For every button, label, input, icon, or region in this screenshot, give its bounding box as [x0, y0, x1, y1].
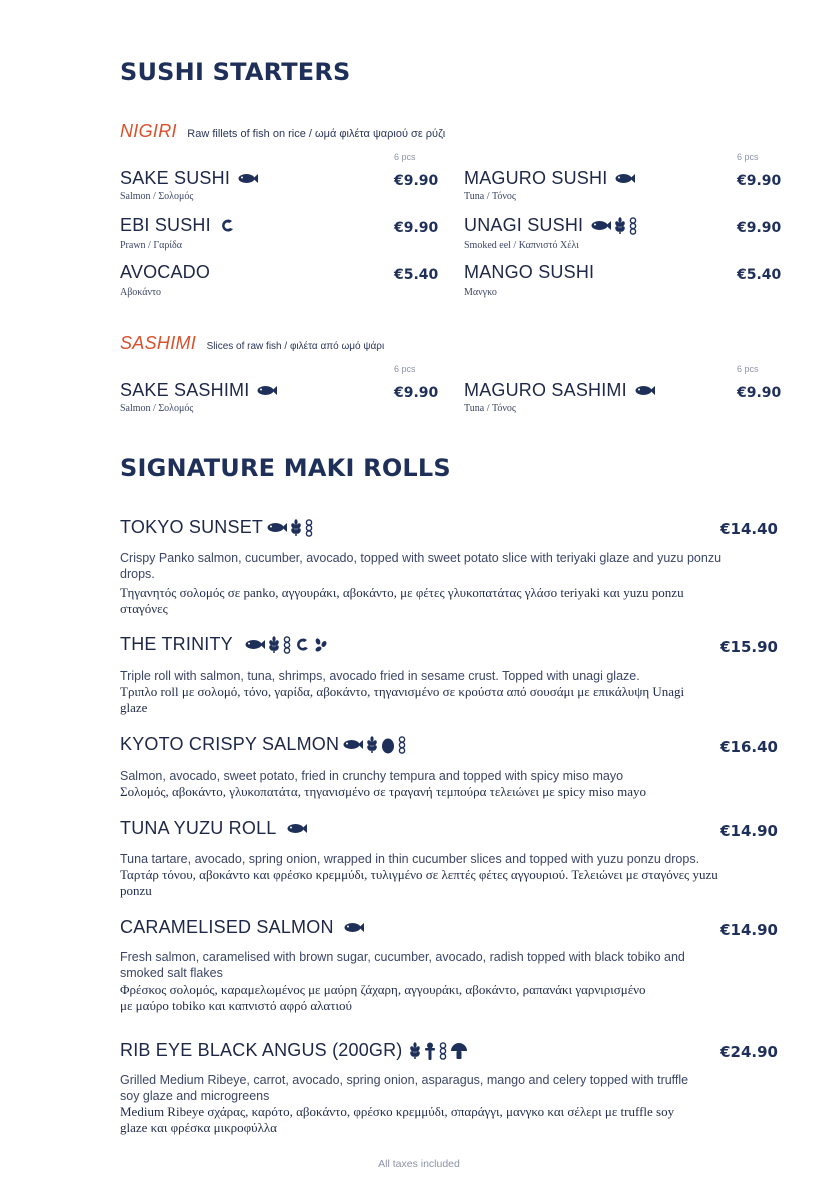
category-name: NIGIRI: [120, 121, 177, 141]
allergen-icons: [635, 385, 655, 396]
allergen-icons: [287, 823, 307, 834]
wheat-icon: [614, 217, 626, 234]
roll-description-en: Crispy Panko salmon, cucumber, avocado, topped with sweet potato slice with teriyaki glaze and yuzu ponzu drops.: [120, 551, 722, 581]
roll-description-gr: Ταρτάρ τόνου, αβοκάντο και φρέσκο κρεμμύδι, τυλιγμένο σε λεπτές φέτες αγγουριού. Τελειώνει με σταγόνες yuzu ponzu: [120, 867, 718, 898]
fish-icon: [238, 173, 258, 184]
roll-price: €15.90: [720, 638, 778, 656]
fish-icon: [344, 922, 364, 933]
menu-item-price: €5.40: [737, 267, 782, 283]
pieces-note: 6 pcs: [394, 364, 416, 374]
section-title-maki-rolls: SIGNATURE MAKI ROLLS: [120, 454, 451, 482]
fish-icon: [343, 739, 363, 750]
roll-name: TOKYO SUNSET: [120, 517, 313, 538]
roll-name: KYOTO CRISPY SALMON: [120, 734, 406, 755]
roll-name: RIB EYE BLACK ANGUS (200GR): [120, 1040, 468, 1061]
allergen-icons: [257, 385, 277, 396]
roll-description-gr: Τηγανητός σολομός σε panko, αγγουράκι, αβοκάντο, με φέτες γλυκοπατάτας γλάσο teriyaki και yuzu ponzu σταγόνες: [120, 585, 684, 616]
shrimp-icon: [294, 637, 310, 653]
menu-item-subtitle: Αβοκάντο: [120, 287, 162, 298]
soy-icon: [629, 217, 637, 235]
roll-name: CARAMELISED SALMON: [120, 917, 364, 938]
pieces-note: 6 pcs: [737, 364, 759, 374]
menu-item-subtitle: Tuna / Τόνος: [464, 403, 516, 414]
roll-name: TUNA YUZU ROLL: [120, 818, 307, 839]
roll-price: €16.40: [720, 738, 778, 756]
menu-item-name: MAGURO SASHIMI: [464, 380, 655, 401]
roll-price: €14.90: [720, 921, 778, 939]
menu-item-price: €9.90: [737, 220, 782, 236]
fish-icon: [245, 639, 265, 650]
roll-description-en: Tuna tartare, avocado, spring onion, wrapped in thin cucumber slices and topped with yuzu ponzu drops.: [120, 852, 700, 866]
menu-item-subtitle: Tuna / Τόνος: [464, 191, 516, 202]
roll-description-gr: Σολομός, αβοκάντο, γλυκοπατάτα, τηγανισμένο σε τραγανή τεμπούρα τελειώνει με spicy miso mayo: [120, 784, 647, 799]
pieces-note: 6 pcs: [737, 152, 759, 162]
roll-description-en: Grilled Medium Ribeye, carrot, avocado, spring onion, asparagus, mango and celery topped with truffle soy glaze and microgreens: [120, 1073, 689, 1103]
soy-icon: [439, 1042, 447, 1060]
menu-item-name: MAGURO SUSHI: [464, 168, 635, 189]
wheat-icon: [268, 636, 280, 653]
roll-description-en: Salmon, avocado, sweet potato, fried in crunchy tempura and topped with spicy miso mayo: [120, 769, 624, 783]
roll-price: €24.90: [720, 1043, 778, 1061]
allergen-icons: [409, 1042, 468, 1060]
allergen-icons: [245, 636, 329, 654]
roll-description-gr: Τριπλο roll με σολομό, τόνο, γαρίδα, αβοκάντο, τηγανισμένο σε κρούστα από σουσάμι με επικάλυψη Unagi glaze: [120, 684, 685, 715]
fish-icon: [635, 385, 655, 396]
roll-name: THE TRINITY: [120, 634, 329, 655]
fish-icon: [267, 522, 287, 533]
wheat-icon: [366, 736, 378, 753]
menu-item-price: €5.40: [394, 267, 439, 283]
category-sashimi: [120, 333, 384, 354]
menu-item-subtitle: Smoked eel / Καπνιστό Χέλι: [464, 240, 579, 251]
fish-icon: [591, 220, 611, 231]
allergen-icons: [219, 218, 235, 234]
menu-item-price: €9.90: [394, 173, 439, 189]
shrimp-icon: [219, 218, 235, 234]
menu-item-name: MANGO SUSHI: [464, 262, 595, 282]
allergen-icons: [238, 173, 258, 184]
category-description: Raw fillets of fish on rice / ωμά φιλέτα ψαριού σε ρύζι: [187, 128, 446, 140]
soy-icon: [398, 736, 406, 754]
menu-item-price: €9.90: [737, 385, 782, 401]
celery-icon: [424, 1042, 436, 1060]
menu-item-price: €9.90: [737, 173, 782, 189]
allergen-icons: [267, 519, 313, 537]
mushroom-icon: [450, 1042, 468, 1059]
menu-item-name: AVOCADO: [120, 262, 211, 282]
wheat-icon: [290, 519, 302, 536]
menu-item-subtitle: Μανγκο: [464, 287, 497, 298]
category-description: Slices of raw fish / φιλέτα από ωμό ψάρι: [206, 341, 385, 352]
roll-price: €14.40: [720, 520, 778, 538]
wheat-icon: [409, 1042, 421, 1059]
allergen-icons: [343, 736, 406, 754]
sesame-icon: [313, 637, 329, 653]
fish-icon: [257, 385, 277, 396]
menu-item-name: UNAGI SUSHI: [464, 215, 637, 236]
soy-icon: [305, 519, 313, 537]
category-name: SASHIMI: [120, 333, 197, 353]
roll-description-gr: Φρέσκος σολομός, καραμελωμένος με μαύρη ζάχαρη, αγγουράκι, αβοκάντο, ραπανάκι γαρνιρισμένο με μαύρο tobiko και καπνιστό αφρό αλατιού: [120, 982, 646, 1013]
fish-icon: [615, 173, 635, 184]
menu-item-subtitle: Salmon / Σολομός: [120, 191, 194, 202]
menu-item-name: SAKE SUSHI: [120, 168, 258, 189]
menu-item-name: EBI SUSHI: [120, 215, 235, 236]
egg-icon: [381, 736, 395, 754]
roll-price: €14.90: [720, 822, 778, 840]
menu-item-subtitle: Salmon / Σολομός: [120, 403, 194, 414]
category-nigiri: [120, 121, 445, 142]
soy-icon: [283, 636, 291, 654]
fish-icon: [287, 823, 307, 834]
menu-item-subtitle: Prawn / Γαρίδα: [120, 240, 182, 251]
allergen-icons: [344, 922, 364, 933]
menu-item-price: €9.90: [394, 385, 439, 401]
allergen-icons: [591, 217, 637, 235]
roll-description-en: Triple roll with salmon, tuna, shrimps, avocado fried in sesame crust. Topped with unagi glaze.: [120, 669, 640, 683]
menu-item-name: SAKE SASHIMI: [120, 380, 277, 401]
menu-item-price: €9.90: [394, 220, 439, 236]
roll-description-en: Fresh salmon, caramelised with brown sugar, cucumber, avocado, radish topped with black tobiko and smoked salt flakes: [120, 950, 685, 980]
pieces-note: 6 pcs: [394, 152, 416, 162]
allergen-icons: [615, 173, 635, 184]
section-title-sushi-starters: SUSHI STARTERS: [120, 58, 351, 86]
roll-description-gr: Medium Ribeye σχάρας, καρότο, αβοκάντο, φρέσκο κρεμμύδι, σπαράγγι, μανγκο και σέλερι με truffle soy glaze και φρέσκα μικροφύλλα: [120, 1104, 675, 1135]
footer-note: All taxes included: [378, 1158, 460, 1170]
